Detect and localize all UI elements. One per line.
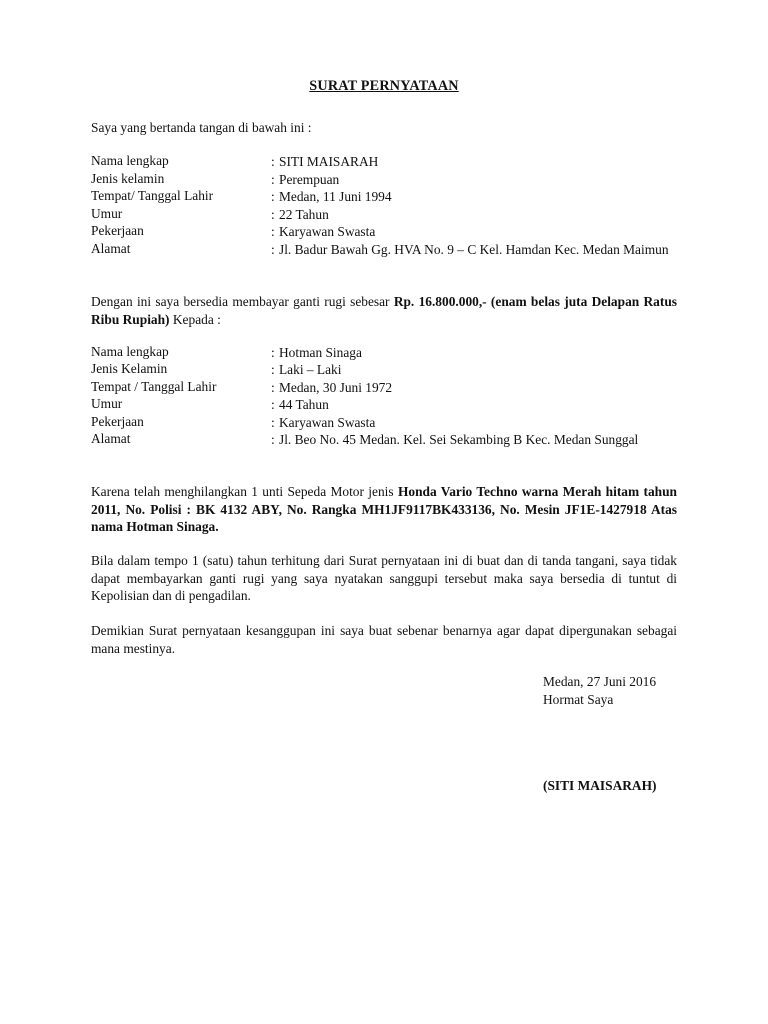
party2-value-name: : Hotman Sinaga [271,345,362,360]
party1-value-age: : 22 Tahun [271,207,329,222]
party1-label-gender: Jenis kelamin [91,171,165,186]
party1-label-name: Nama lengkap [91,153,169,168]
party2-label-address: Alamat [91,431,131,446]
party2-label-name: Nama lengkap [91,344,169,359]
party2-value-age: : 44 Tahun [271,397,329,412]
payment-statement: Dengan ini saya bersedia membayar ganti rugi sebesar Rp. 16.800.000,- (enam belas juta Delapan Ratus Ribu Rupiah) Kepada : [91,294,677,327]
document-title: SURAT PERNYATAAN [309,78,459,94]
vehicle-details: Honda Vario Techno warna Merah hitam tahun 2011, No. Polisi : BK 4132 ABY, No. Rangka MH1JF9117BK433136, No. Mesin JF1E-1427918 Atas nama Hotman Sinaga. [91,484,677,534]
party2-label-birth: Tempat / Tanggal Lahir [91,379,217,394]
party2-value-address: : Jl. Beo No. 45 Medan. Kel. Sei Sekambing B Kec. Medan Sunggal [271,432,639,447]
payment-amount: Rp. 16.800.000,- (enam belas juta Delapan Ratus Ribu Rupiah) [91,294,677,327]
party1-label-birth: Tempat/ Tanggal Lahir [91,188,214,203]
party1-label-address: Alamat [91,241,131,256]
loss-reason: Karena telah menghilangkan 1 unti Sepeda Motor jenis Honda Vario Techno warna Merah hitam tahun 2011, No. Polisi : BK 4132 ABY, No. Rangka MH1JF9117BK433136, No. Mesin JF1E-1427918 Atas nama Hotman Sinaga. [91,484,677,534]
party2-label-age: Umur [91,396,123,411]
party1-value-birth: : Medan, 11 Juni 1994 [271,189,392,204]
signature-place-date: Medan, 27 Juni 2016 [543,674,657,689]
party2-value-gender: : Laki – Laki [271,362,342,377]
party1-value-name: : SITI MAISARAH [271,154,379,169]
party2-value-job: : Karyawan Swasta [271,415,376,430]
party1-value-job: : Karyawan Swasta [271,224,376,239]
party1-value-address: : Jl. Badur Bawah Gg. HVA No. 9 – C Kel. Hamdan Kec. Medan Maimun [271,242,669,257]
party1-value-gender: : Perempuan [271,172,340,187]
closing-paragraph: Demikian Surat pernyataan kesanggupan ini saya buat sebenar benarnya agar dapat dipergunakan sebagai mana mestinya. [91,623,677,656]
party2-label-job: Pekerjaan [91,414,144,429]
signature-greeting: Hormat Saya [543,692,614,707]
signature-name: (SITI MAISARAH) [543,778,657,793]
condition-paragraph: Bila dalam tempo 1 (satu) tahun terhitung dari Surat pernyataan ini di buat dan di tanda tangani, saya tidak dapat membayarkan ganti rugi yang saya nyatakan sanggupi tersebut maka saya bersedia di tuntut di Kepolisian dan di pengadilan. [91,553,677,603]
party1-label-age: Umur [91,206,123,221]
party2-label-gender: Jenis Kelamin [91,361,168,376]
party2-value-birth: : Medan, 30 Juni 1972 [271,380,393,395]
party1-label-job: Pekerjaan [91,223,144,238]
intro-text: Saya yang bertanda tangan di bawah ini : [91,120,312,135]
